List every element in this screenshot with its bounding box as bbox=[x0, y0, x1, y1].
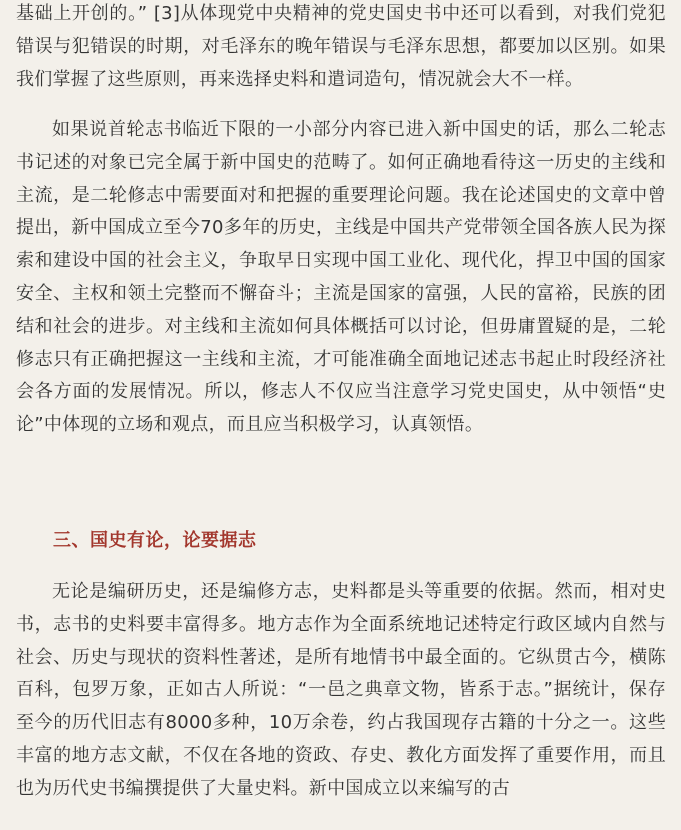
paragraph-3: 无论是编研历史，还是编修方志，史料都是头等重要的依据。然而，相对史书，志书的史料要丰富得多。地方志作为全面系统地记述特定行政区域内自然与社会、历史与现状的资料性著述，是所有地情书中最全面的。它纵贯古今，横陈百科，包罗万象，正如古人所说：“一邑之典章文物，皆系于志。”据统计，保存至今的历代旧志有8000多种，10万余卷，约占我国现存古籍的十分之一。这些丰富的地方志文献，不仅在各地的资政、存史、教化方面发挥了重要作用，而且也为历代史书编撰提供了大量史料。新中国成立以来编写的古 bbox=[16, 581, 666, 799]
paragraph-2: 如果说首轮志书临近下限的一小部分内容已进入新中国史的话，那么二轮志书记述的对象已完全属于新中国史的范畴了。如何正确地看待这一历史的主线和主流，是二轮修志中需要面对和把握的重要理论问题。我在论述国史的文章中曾提出，新中国成立至今70多年的历史，主线是中国共产党带领全国各族人民为探索和建设中国的社会主义，争取早日实现中国工业化、现代化，捍卫中国的国家安全、主权和领土完整而不懈奋斗；主流是国家的富强，人民的富裕，民族的团结和社会的进步。对主线和主流如何具体概括可以讨论，但毋庸置疑的是，二轮修志只有正确把握这一主线和主流，才可能准确全面地记述志书起止时段经济社会各方面的发展情况。所以，修志人不仅应当注意学习党史国史，从中领悟“史论”中体现的立场和观点，而且应当积极学习，认真领悟。 bbox=[16, 119, 666, 436]
section-heading: 三、国史有论，论要据志 bbox=[53, 530, 257, 551]
paragraph-1: 基础上开创的。” [3]从体现党中央精神的党史国史书中还可以看到，对我们党犯错误与犯错误的时期，对毛泽东的晚年错误与毛泽东思想，都要加以区别。如果我们掌握了这些原则，再来选择史料和遣词造句，情况就会大不一样。 bbox=[16, 3, 666, 90]
